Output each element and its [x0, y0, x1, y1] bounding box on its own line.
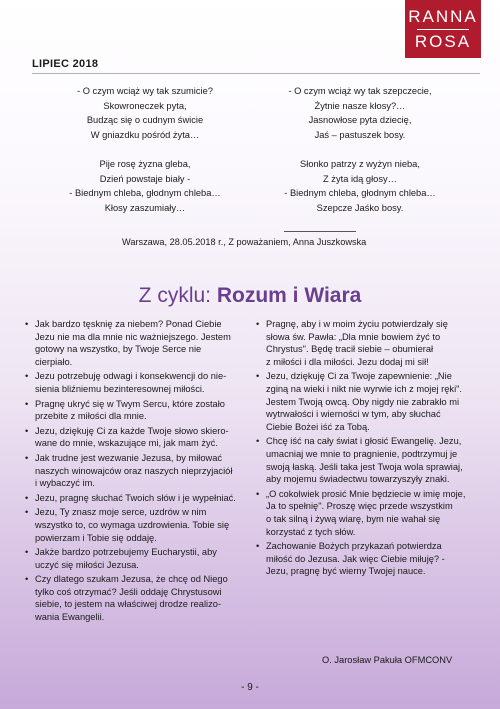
reflection-line: • Jezu, dziękuję Ci za każde Twoje słowo skiero- [35, 425, 229, 436]
reflection-item [25, 573, 245, 623]
reflection-line: swoją łaską. Jeśli taka jest Twoja wola sprawiaj, [266, 461, 463, 472]
reflection-line: zginą na wieki i nikt nie wyrwie ich z mojej ręki". [266, 383, 463, 394]
reflection-item [25, 452, 245, 490]
reflection-line: naszych winowajców oraz naszych nieprzyjaciół [35, 465, 233, 476]
reflection-line: • „O cokolwiek prosić Mnie będziecie w imię moje, [266, 488, 466, 499]
poem-line: Jaś – pastuszek bosy. [314, 129, 406, 140]
poem-signature: Warszawa, 28.05.2018 r., Z poważaniem, Anna Juszkowska [122, 237, 367, 247]
reflection-item [25, 318, 245, 368]
reflection-line: • Jak trudne jest wezwanie Jezusa, by miłować [35, 452, 223, 463]
reflection-line: • Czy dlatego szukam Jezusa, że chcę od Niego [35, 574, 228, 585]
reflection-line: Ciebie Bożei iść za Tobą. [266, 421, 370, 432]
reflection-line: Ja to spełnię". Proszę więc przede wszystkim [266, 501, 453, 512]
poem-line: Pije rosę żyzna gleba, [99, 158, 191, 169]
section-title-main: Rozum i Wiara [216, 284, 362, 307]
poem-line: Jasnowłose pyta dziecię, [308, 115, 412, 126]
reflection-line: powierzam i Tobie się oddaję. [35, 532, 157, 543]
reflection-item [256, 488, 476, 538]
poem-line: Szepcze Jaśko bosy. [316, 202, 404, 213]
reflection-line: Chrystus". Będę tracił siebie – obumierał [266, 344, 434, 355]
reflection-line: miłość do Jezusa. Jak więc Ciebie miłuję? - [266, 553, 445, 564]
reflection-line: przebite z miłości dla mnie. [35, 411, 147, 422]
section-title [0, 284, 500, 308]
reflection-line: wane do mnie, wskazujące mi, jak mam żyć. [35, 438, 218, 449]
reflection-line: siebie, to jestem na właściwej drodze realizo- [35, 599, 222, 610]
reflection-line: uczyć się miłości Jezusa. [35, 559, 139, 570]
reflection-line: • Jezu, Ty znasz moje serce, uzdrów w nim [35, 507, 207, 518]
reflection-line: • Jakże bardzo potrzebujemy Eucharystii, aby [35, 547, 217, 558]
poem-line: - O czym wciąż wy tak szumicie? [77, 86, 213, 96]
reflection-line: Jezu nie ma dla mnie nic ważniejszego. Jestem [35, 331, 231, 342]
reflection-line: wszystko to, co wymaga uzdrowienia. Tobie się [35, 519, 230, 530]
poem-left-column [40, 84, 250, 230]
poem-line: Budząc się o cudnym świcie [86, 115, 204, 126]
reflection-line: Jestem Twoją owcą. Oby nigdy nie zabrakło mi [266, 396, 460, 407]
poem-line: Dzień powstaje biały - [99, 173, 191, 184]
poem-line: W gniazdku pośród żyta… [90, 129, 200, 140]
reflection-item [25, 546, 245, 571]
reflection-item [256, 318, 476, 368]
signature-divider [284, 231, 356, 232]
reflection-line: gotowy na wszystko, by Twoje Serce nie [35, 344, 202, 355]
issue-date: LIPIEC 2018 [32, 58, 99, 70]
reflection-line: sienia bliźniemu bezinteresownej miłości. [35, 383, 205, 394]
logo-line-2: ROSA [414, 32, 472, 51]
reflection-line: z miłości i dla miłości. Jezu dodaj mi sił! [266, 356, 429, 367]
reflection-line: tylko coś otrzymać? Jeśli oddaję Chrystusowi [35, 586, 222, 597]
reflections-right-column [256, 318, 476, 580]
section-title-prefix: Z cyklu: [138, 284, 217, 307]
reflection-line: aby mojemu świadectwu towarzyszyły znaki. [266, 474, 450, 485]
article-author: O. Jarosław Pakuła OFMCONV [322, 655, 453, 665]
poem-line: - O czym wciąż wy tak szepczecie, [288, 86, 432, 96]
reflection-line: • Jezu, pragnę słuchać Twoich słów i je wypełniać. [35, 492, 236, 503]
reflection-item [256, 370, 476, 433]
reflection-line: • Jezu potrzebuję odwagi i konsekwencji do nie- [35, 371, 227, 382]
poem-line: Z żyta idą głosy… [323, 173, 397, 184]
reflection-item [256, 435, 476, 485]
poem-stanza [255, 157, 465, 215]
reflection-item [25, 506, 245, 544]
reflection-line: • Zachowanie Bożych przykazań potwierdza [266, 541, 442, 552]
reflection-line: • Pragnę ukryć się w Twym Sercu, które zostało [35, 398, 225, 409]
reflection-line: słowa św. Pawła: „Dla mnie bowiem żyć to [266, 331, 441, 342]
reflection-line: cierpiało. [35, 356, 73, 367]
reflection-item [25, 425, 245, 450]
reflection-line: • Jak bardzo tęsknię za niebem? Ponad Ciebie [35, 319, 222, 329]
reflection-line: • Chcę iść na cały świat i głosić Ewangelię. Jezu, [266, 436, 462, 447]
poem-stanza [255, 84, 465, 142]
reflections-left-column [25, 318, 245, 626]
header-divider [32, 73, 480, 74]
reflection-item [25, 370, 245, 395]
poem-line: - Biednym chleba, głodnym chleba… [284, 188, 436, 199]
logo-line-1: RANNA [408, 7, 478, 26]
reflection-line: korzystać z tych słów. [266, 526, 356, 537]
page-number: - 9 - [241, 682, 259, 693]
poem-line: Żytnie nasze kłosy?… [314, 100, 406, 111]
reflection-item [25, 492, 245, 505]
magazine-logo [405, 0, 481, 58]
poem-line: - Biednym chleba, głodnym chleba… [69, 188, 221, 199]
poem-line: Skowroneczek pyta, [103, 100, 187, 111]
reflection-line: wania Ewangelii. [35, 612, 105, 623]
reflection-line: Jezu, pragnę być wierny Twojej nauce. [266, 566, 426, 577]
poem-line: Słonko patrzy z wyżyn nieba, [300, 158, 420, 169]
poem-stanza [40, 84, 250, 142]
logo-divider [417, 29, 469, 30]
reflection-line: • Jezu, dziękuję Ci za Twoje zapewnienie: „Nie [266, 371, 452, 382]
poem-right-column [255, 84, 465, 230]
reflection-item [256, 540, 476, 578]
reflection-line: o tak silną i żywą wiarę, bym nie wahał się [266, 513, 441, 524]
reflection-line: umacniaj we mnie to pragnienie, podtrzymuj je [266, 448, 458, 459]
reflection-line: • Pragnę, aby i w moim życiu potwierdzały się [266, 319, 448, 329]
reflection-item [25, 398, 245, 423]
poem-stanza [40, 157, 250, 215]
reflection-line: i wybaczyć im. [35, 478, 95, 489]
reflection-line: wytrwałości i wierności w tym, aby słuchać [266, 409, 441, 420]
poem-line: Kłosy zaszumiały… [104, 202, 186, 213]
